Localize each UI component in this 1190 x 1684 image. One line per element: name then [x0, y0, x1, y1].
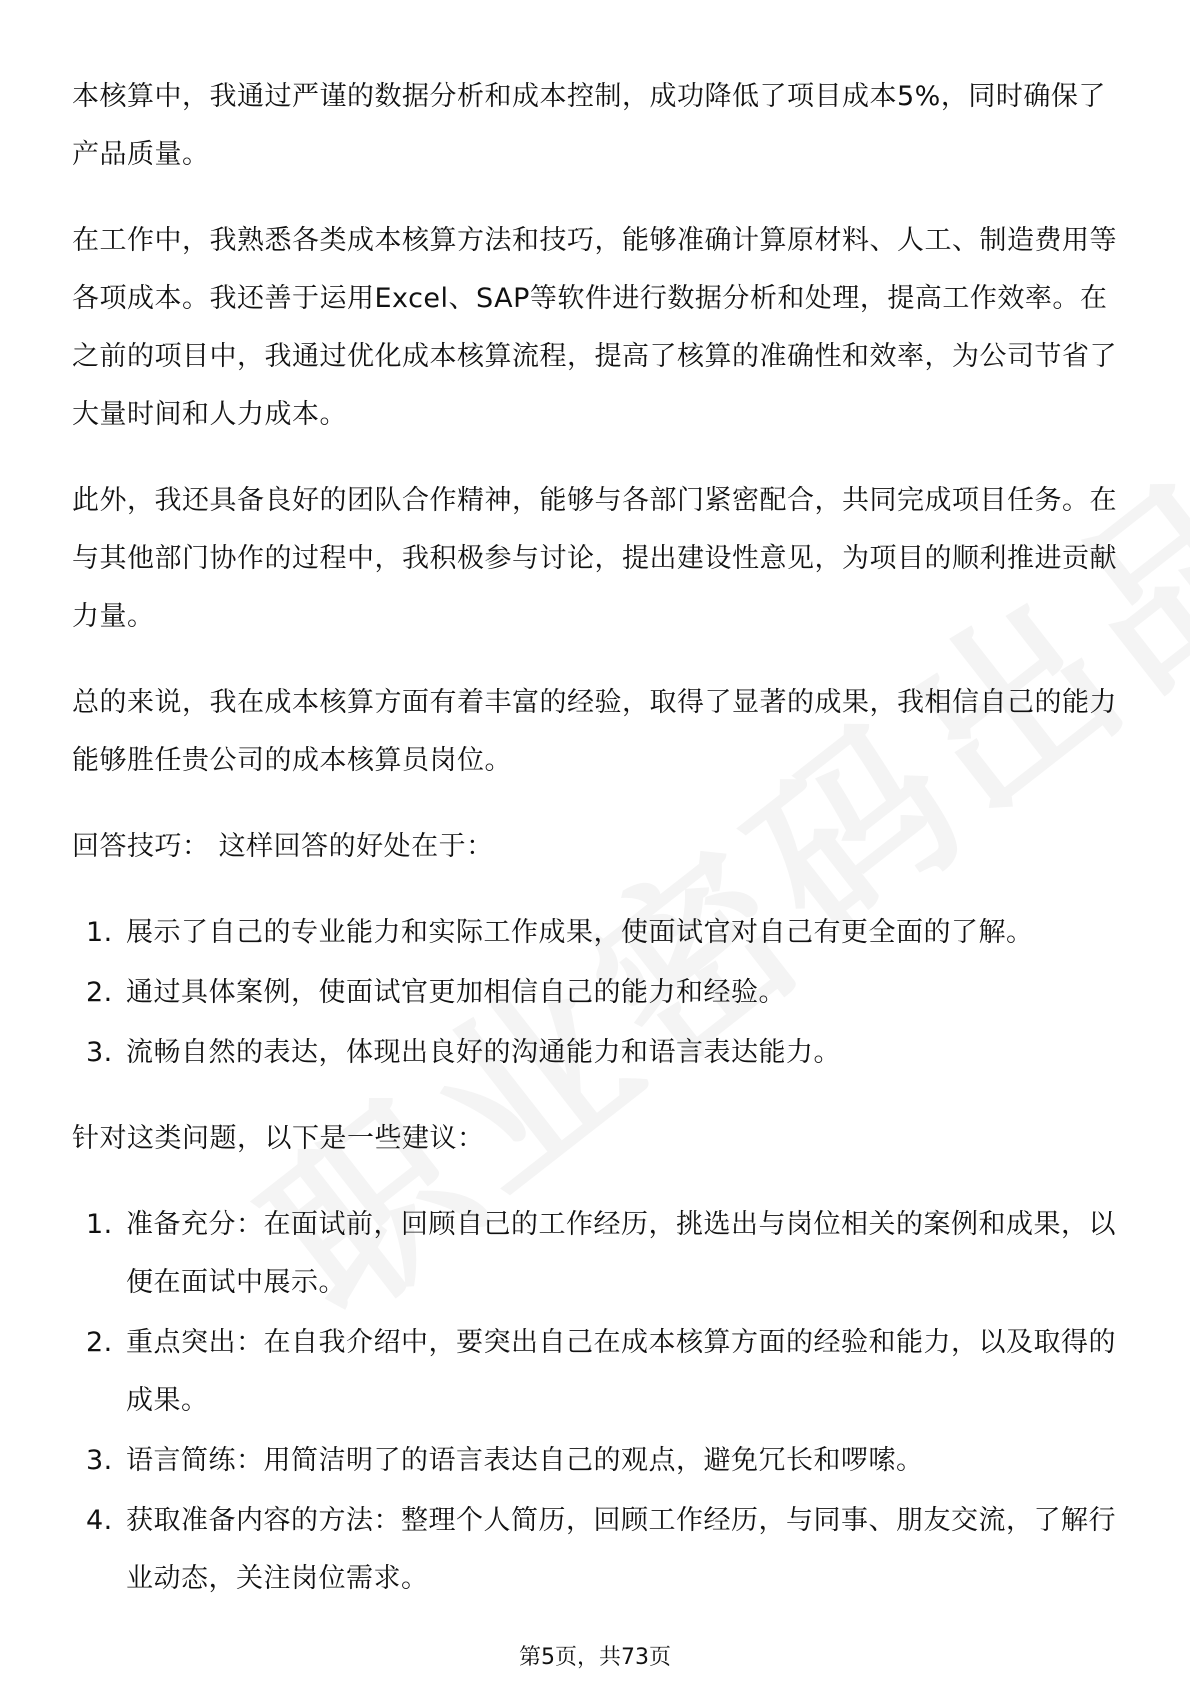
list-item-text: 准备充分：在面试前，回顾自己的工作经历，挑选出与岗位相关的案例和成果，以便在面试中展示。 — [126, 1209, 1116, 1298]
advice-heading: 针对这类问题，以下是一些建议： — [72, 1123, 485, 1154]
list-item-text: 获取准备内容的方法：整理个人简历，回顾工作经历，与同事、朋友交流，了解行业动态，关注岗位需求。 — [126, 1505, 1116, 1594]
paragraph-summary: 总的来说，我在成本核算方面有着丰富的经验，取得了显著的成果，我相信自己的能力能够胜任贵公司的成本核算员岗位。 — [72, 687, 1117, 776]
list-number: 1. — [86, 1209, 113, 1240]
tips-heading: 回答技巧： 这样回答的好处在于： — [72, 831, 494, 862]
paragraph-work-skills: 在工作中，我熟悉各类成本核算方法和技巧，能够准确计算原材料、人工、制造费用等各项成本。我还善于运用Excel、SAP等软件进行数据分析和处理，提高工作效率。在之前的项目中，我通过优化成本核算流程，提高了核算的准确性和效率，为公司节省了大量时间和人力成本。 — [72, 225, 1117, 430]
list-item-text: 展示了自己的专业能力和实际工作成果，使面试官对自己有更全面的了解。 — [126, 917, 1034, 948]
paragraph-cost-result: 本核算中，我通过严谨的数据分析和成本控制，成功降低了项目成本5%，同时确保了产品质量。 — [72, 81, 1106, 170]
list-item — [72, 904, 1122, 962]
list-item — [72, 964, 1122, 1022]
list-item — [72, 1432, 1122, 1490]
list-number: 1. — [86, 917, 113, 948]
list-item — [72, 1196, 1122, 1312]
list-item — [72, 1024, 1122, 1082]
list-item — [72, 1492, 1122, 1608]
document-body — [72, 68, 1122, 1636]
list-number: 2. — [86, 977, 113, 1008]
paragraph-teamwork: 此外，我还具备良好的团队合作精神，能够与各部门紧密配合，共同完成项目任务。在与其他部门协作的过程中，我积极参与讨论，提出建设性意见，为项目的顺利推进贡献力量。 — [72, 485, 1117, 632]
list-number: 3. — [86, 1445, 113, 1476]
list-number: 2. — [86, 1327, 113, 1358]
list-item — [72, 1314, 1122, 1430]
list-item-text: 语言简练：用简洁明了的语言表达自己的观点，避免冗长和啰嗦。 — [126, 1445, 924, 1476]
list-number: 4. — [86, 1505, 113, 1536]
list-number: 3. — [86, 1037, 113, 1068]
page-number-footer: 第5页，共73页 — [519, 1645, 671, 1670]
list-item-text: 流畅自然的表达，体现出良好的沟通能力和语言表达能力。 — [126, 1037, 841, 1068]
tips-list — [72, 904, 1122, 1082]
list-item-text: 通过具体案例，使面试官更加相信自己的能力和经验。 — [126, 977, 786, 1008]
advice-list — [72, 1196, 1122, 1608]
list-item-text: 重点突出：在自我介绍中，要突出自己在成本核算方面的经验和能力，以及取得的成果。 — [126, 1327, 1116, 1416]
